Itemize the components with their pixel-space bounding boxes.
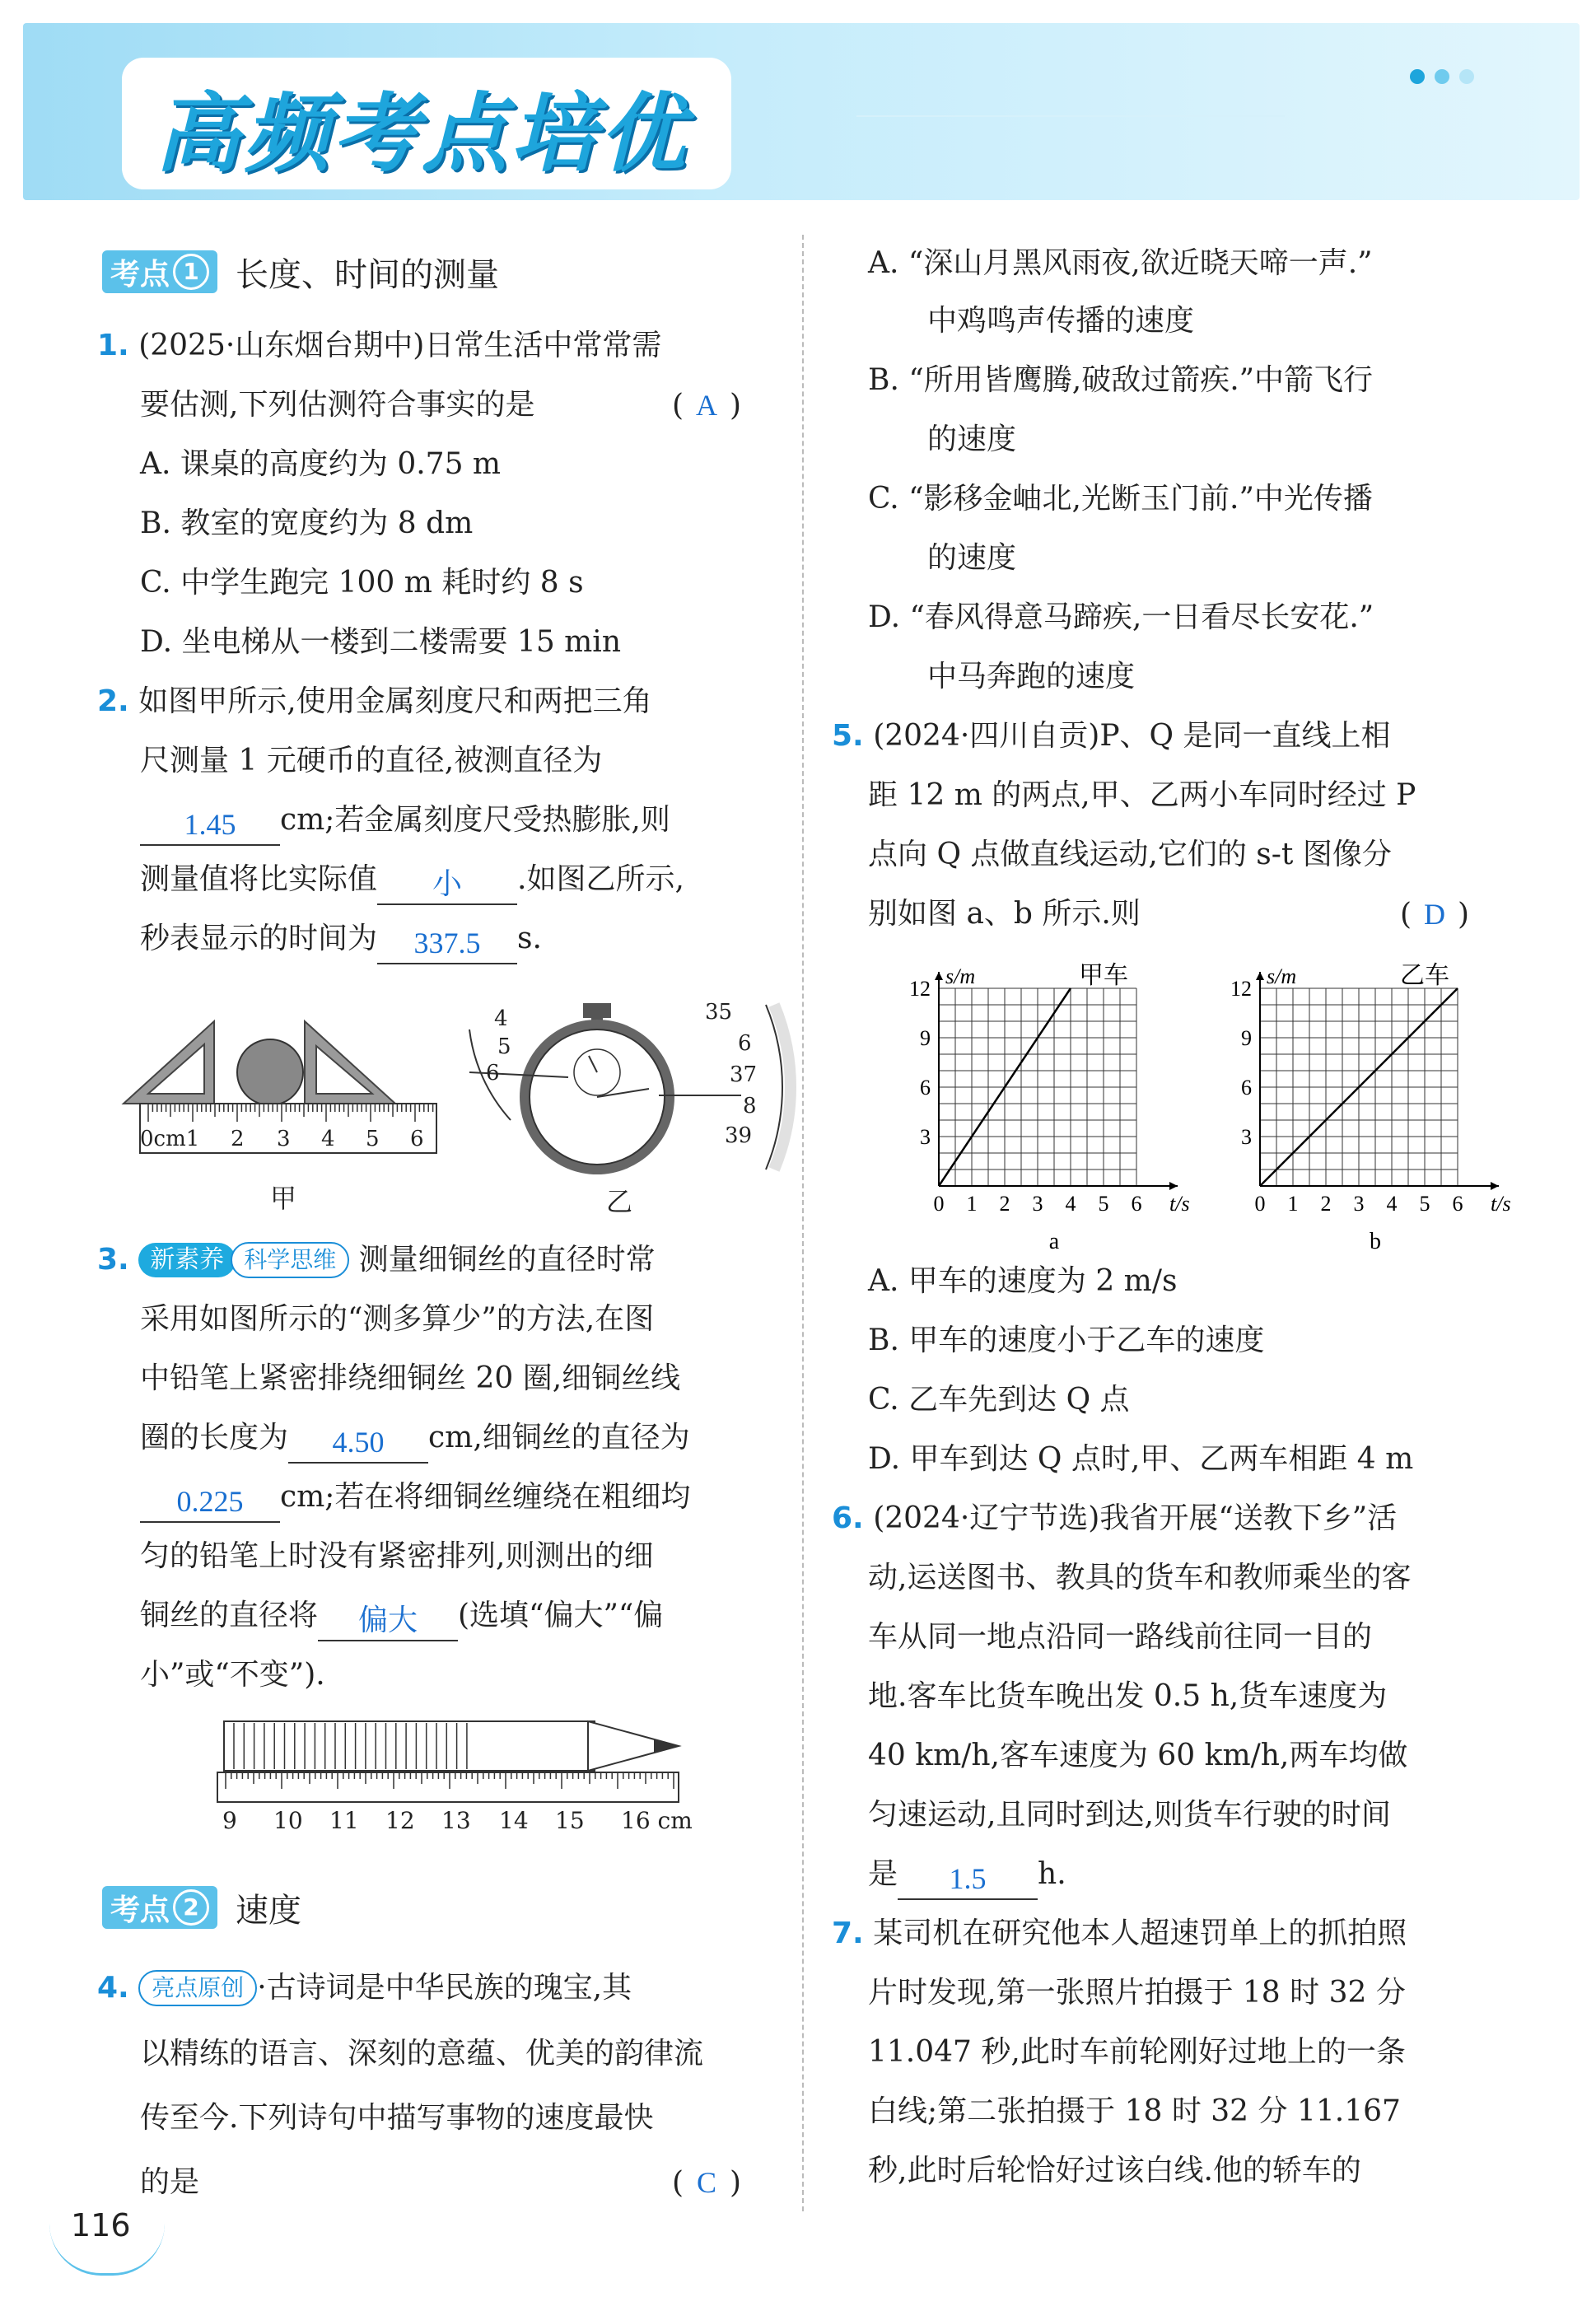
q3-line7: 铜丝的直径将 偏大 (选填“偏大”“偏 (140, 1596, 663, 1641)
chart-b (1211, 955, 1511, 1254)
q3-line3: 中铅笔上紧密排绕细铜丝 20 圈,细铜丝线 (140, 1361, 681, 1395)
chart-x-tick-label: 0 (1254, 1192, 1266, 1216)
q4-line4: 的是 (140, 2165, 200, 2199)
q5-option-c: C. 乙车先到达 Q 点 (868, 1383, 1130, 1417)
q3-line1: 3. 新素养 科学思维 测量细铜丝的直径时常 (97, 1243, 656, 1277)
q6-line4: 地.客车比货车晚出发 0.5 h,货车速度为 (868, 1679, 1388, 1713)
q6-blank-time: 1.5 (898, 1862, 1038, 1900)
chart-x-tick-label: 0 (933, 1192, 945, 1216)
q7-line3: 11.047 秒,此时车前轮刚好过地上的一条 (868, 2035, 1406, 2069)
q1-line1: 1. (2025·山东烟台期中)日常生活中常常需 (97, 329, 662, 362)
chart-title: 甲车 (1079, 962, 1128, 989)
chart-x-tick-label: 5 (1098, 1192, 1109, 1216)
q3-blank-effect: 偏大 (318, 1604, 458, 1641)
q6-line1: 6. (2024·辽宁节选)我省开展“送教下乡”活 (832, 1501, 1398, 1535)
page-number: 116 (71, 2207, 131, 2243)
q4-option-c1: C. “影移金岫北,光断玉门前.”中光传播 (868, 482, 1373, 516)
q4-option-b2: 的速度 (927, 423, 1017, 456)
q5-line2: 距 12 m 的两点,甲、乙两小车同时经过 P (868, 778, 1416, 812)
q3-line8: 小”或“不变”). (140, 1658, 325, 1692)
q3-tag: 新素养 (138, 1243, 236, 1277)
q7-line4: 白线;第二张拍摄于 18 时 32 分 11.167 (868, 2094, 1401, 2128)
q2-figure-label-jia: 甲 (270, 1183, 297, 1214)
q3-line4: 圈的长度为 4.50 cm,细铜丝的直径为 (140, 1418, 690, 1464)
chart-x-tick-label: 1 (966, 1192, 978, 1216)
q5-line4: 别如图 a、b 所示.则 (868, 897, 1141, 931)
chart-x-tick-label: 2 (1320, 1192, 1332, 1216)
q5-answer: ( D ) (1400, 898, 1470, 931)
q3-blank-diameter: 0.225 (140, 1485, 280, 1523)
chart-ylabel: s/m (1267, 964, 1297, 988)
column-divider (802, 235, 804, 2211)
section-header-1 (102, 247, 499, 296)
q6-line6: 匀速运动,且同时到达,则货车行驶的时间 (868, 1798, 1391, 1832)
q5-line3: 点向 Q 点做直线运动,它们的 s-t 图像分 (868, 838, 1392, 871)
q3-line2: 采用如图所示的“测多算少”的方法,在图 (140, 1302, 655, 1336)
section-tag: 考点 2 (102, 1886, 217, 1929)
q4-option-b1: B. “所用皆鹰腾,破敌过箭疾.”中箭飞行 (868, 363, 1374, 397)
chart-y-tick-label: 12 (1230, 977, 1252, 1001)
q4-option-c2: 的速度 (927, 541, 1017, 575)
chart-title: 乙车 (1400, 962, 1449, 989)
q6-line7: 是 1.5 h. (868, 1855, 1066, 1900)
section-title: 长度、时间的测量 (236, 255, 500, 294)
q7-line5: 秒,此时后轮恰好过该白线.他的轿车的 (868, 2154, 1361, 2187)
q1-answer: ( A ) (672, 389, 742, 423)
chart-y-tick-label: 6 (920, 1076, 931, 1099)
q1-option-c: C. 中学生跑完 100 m 耗时约 8 s (140, 566, 584, 600)
q3-line5: 0.225 cm;若在将细铜丝缠绕在粗细均 (140, 1478, 690, 1523)
q4-tag: 亮点原创 (138, 1970, 257, 2006)
q2-line2: 尺测量 1 元硬币的直径,被测直径为 (140, 744, 603, 777)
chart-x-tick-label: 6 (1452, 1192, 1463, 1216)
q2-blank-diameter: 1.45 (140, 808, 280, 846)
chart-y-tick-label: 3 (920, 1125, 931, 1149)
chart-xlabel: t/s (1169, 1192, 1190, 1216)
q5-option-a: A. 甲车的速度为 2 m/s (868, 1264, 1178, 1298)
q4-option-d2: 中马奔跑的速度 (927, 660, 1136, 693)
q1-option-d: D. 坐电梯从一楼到二楼需要 15 min (140, 625, 621, 659)
chart-x-tick-label: 4 (1386, 1192, 1398, 1216)
q1-option-a: A. 课桌的高度约为 0.75 m (140, 447, 502, 481)
q3-line6: 匀的铅笔上时没有紧密排列,则测出的细 (140, 1539, 654, 1573)
section-tag: 考点 1 (102, 250, 217, 293)
chart-x-arrow (1169, 1182, 1178, 1190)
chart-grid (939, 988, 1136, 1186)
q2-blank-time: 337.5 (377, 927, 517, 964)
q3-blank-length: 4.50 (288, 1426, 428, 1464)
chart-caption: a (1048, 1229, 1060, 1254)
q6-line3: 车从同一地点沿同一路线前往同一目的 (868, 1620, 1373, 1654)
chart-x-tick-label: 2 (999, 1192, 1010, 1216)
header-deco-line (856, 115, 1285, 117)
q3-tag2: 科学思维 (231, 1242, 349, 1278)
chart-x-tick-label: 3 (1353, 1192, 1365, 1216)
q4-line3: 传至今.下列诗句中描写事物的速度最快 (140, 2101, 654, 2135)
q2-line1: 2. 如图甲所示,使用金属刻度尺和两把三角 (97, 684, 652, 718)
q4-line1: 4. 亮点原创 ·古诗词是中华民族的瑰宝,其 (97, 1971, 632, 2005)
page-title: 高频考点培优 (155, 83, 689, 184)
q6-line2: 动,运送图书、教具的货车和教师乘坐的客 (868, 1561, 1412, 1594)
q5-option-d: D. 甲车到达 Q 点时,甲、乙两车相距 4 m (868, 1442, 1414, 1476)
chart-ylabel: s/m (945, 964, 976, 988)
q4-option-a1: A. “深山月黑风雨夜,欲近晓天啼一声.” (868, 246, 1373, 280)
q4-line2: 以精练的语言、深刻的意蕴、优美的韵律流 (140, 2037, 704, 2071)
chart-y-tick-label: 6 (1241, 1076, 1252, 1099)
chart-y-tick-label: 3 (1241, 1125, 1252, 1149)
q1-line2: 要估测,下列估测符合事实的是 (140, 388, 535, 422)
chart-x-tick-label: 5 (1419, 1192, 1430, 1216)
chart-y-arrow (935, 972, 943, 980)
chart-x-tick-label: 3 (1032, 1192, 1043, 1216)
chart-x-tick-label: 1 (1287, 1192, 1299, 1216)
q2-blank-compare: 小 (377, 867, 517, 905)
q5-option-b: B. 甲车的速度小于乙车的速度 (868, 1324, 1265, 1357)
q7-line2: 片时发现,第一张照片拍摄于 18 时 32 分 (868, 1976, 1406, 2010)
section-header-2 (102, 1883, 301, 1932)
q2-line4: 测量值将比实际值 小 .如图乙所示, (140, 860, 684, 905)
chart-caption: b (1370, 1229, 1381, 1254)
section-title: 速度 (236, 1891, 302, 1930)
header-dots (1400, 69, 1474, 87)
q1-option-b: B. 教室的宽度约为 8 dm (140, 507, 474, 540)
q4-option-d1: D. “春风得意马蹄疾,一日看尽长安花.” (868, 600, 1374, 634)
q7-line1: 7. 某司机在研究他本人超速罚单上的抓拍照 (832, 1916, 1407, 1950)
chart-y-arrow (1256, 972, 1264, 980)
chart-x-arrow (1491, 1182, 1499, 1190)
chart-a (889, 955, 1190, 1254)
chart-y-tick-label: 12 (909, 977, 931, 1001)
q2-line3: 1.45 cm;若金属刻度尺受热膨胀,则 (140, 801, 670, 846)
q4-answer: ( C ) (672, 2166, 742, 2200)
q5-line1: 5. (2024·四川自贡)P、Q 是同一直线上相 (832, 719, 1391, 753)
chart-xlabel: t/s (1491, 1192, 1511, 1216)
q2-figure-label-yi: 乙 (606, 1186, 633, 1217)
q2-line5: 秒表显示的时间为 337.5 s. (140, 919, 542, 964)
chart-x-tick-label: 6 (1131, 1192, 1142, 1216)
chart-x-tick-label: 4 (1065, 1192, 1076, 1216)
chart-y-tick-label: 9 (920, 1026, 931, 1050)
chart-y-tick-label: 9 (1241, 1026, 1252, 1050)
q4-option-a2: 中鸡鸣声传播的速度 (927, 304, 1195, 338)
q6-line5: 40 km/h,客车速度为 60 km/h,两车均做 (868, 1739, 1408, 1772)
